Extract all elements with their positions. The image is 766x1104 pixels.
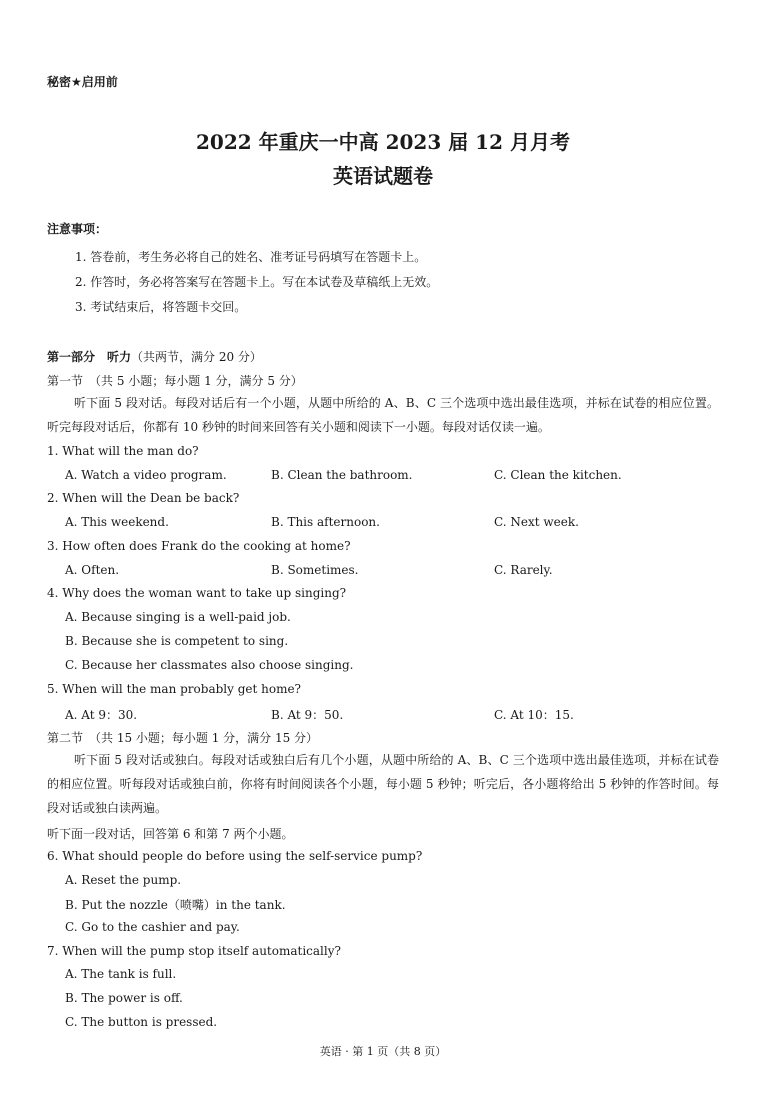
option: C. Clean the kitchen.: [494, 468, 622, 482]
option: B. Because she is competent to sing.: [65, 634, 289, 648]
exam-title: 2022 年重庆一中高 2023 届 12 月月考: [196, 130, 570, 154]
option: A. At 9：30.: [65, 708, 138, 722]
option: B. At 9：50.: [271, 708, 344, 722]
option: C. Next week.: [494, 515, 579, 529]
page-footer: 英语 · 第 1 页（共 8 页）: [319, 1045, 447, 1058]
confidential-label: 秘密★启用前: [47, 75, 118, 89]
option: B. The power is off.: [65, 991, 183, 1005]
part1-title: 第一部分 听力: [47, 350, 132, 364]
note-item: 1. 答卷前，考生务必将自己的姓名、准考证号码填写在答题卡上。: [75, 250, 427, 264]
question-stem: 2. When will the Dean be back?: [47, 491, 240, 505]
question-stem: 3. How often does Frank do the cooking at home?: [47, 539, 351, 553]
section2-title: 第二节 （共 15 小题；每小题 1 分，满分 15 分）: [47, 731, 319, 745]
option: B. Clean the bathroom.: [271, 468, 413, 482]
note-item: 3. 考试结束后，将答题卡交回。: [75, 300, 247, 314]
option: A. Watch a video program.: [65, 468, 227, 482]
option: C. Because her classmates also choose singing.: [65, 658, 354, 672]
option: C. Rarely.: [494, 563, 553, 577]
option: B. This afternoon.: [271, 515, 380, 529]
option: C. Go to the cashier and pay.: [65, 920, 240, 934]
part1-title-note: （共两节，满分 20 分）: [131, 350, 262, 364]
section1-title: 第一节 （共 5 小题；每小题 1 分，满分 5 分）: [47, 374, 303, 388]
question-stem: 5. When will the man probably get home?: [47, 682, 301, 696]
option: C. At 10：15.: [494, 708, 574, 722]
question-stem: 7. When will the pump stop itself automatically?: [47, 944, 341, 958]
option: C. The button is pressed.: [65, 1015, 218, 1029]
section2-instructions: 听下面 5 段对话或独白。每段对话或独白后有几个小题，从题中所给的 A、B、C 三个选项中选出最佳选项，并标在试卷的相应位置。听每段对话或独白前，你将有时间阅读各个小题，每小题 5 秒钟；听完后，各小题将给出 5 秒钟的作答时间。每段对话或独白读两遍。: [47, 753, 719, 815]
option: A. Reset the pump.: [65, 873, 182, 887]
section2-prompt: 听下面一段对话，回答第 6 和第 7 两个小题。: [47, 827, 294, 841]
option: A. The tank is full.: [65, 967, 177, 981]
question-stem: 4. Why does the woman want to take up singing?: [47, 586, 347, 600]
section1-instructions: 听下面 5 段对话。每段对话后有一个小题，从题中所给的 A、B、C 三个选项中选出最佳选项，并标在试卷的相应位置。听完每段对话后，你都有 10 秒钟的时间来回答有关小题和阅读下一小题。每段对话仅读一遍。: [47, 396, 719, 434]
option: A. Because singing is a well-paid job.: [65, 610, 291, 624]
part1-heading: [47, 348, 262, 365]
exam-subtitle: 英语试题卷: [333, 164, 433, 188]
question-stem: 1. What will the man do?: [47, 444, 199, 458]
option: B. Sometimes.: [271, 563, 359, 577]
option: A. Often.: [65, 563, 120, 577]
option: B. Put the nozzle（喷嘴）in the tank.: [65, 898, 286, 912]
notes-heading: 注意事项：: [47, 222, 108, 236]
question-stem: 6. What should people do before using the self-service pump?: [47, 849, 423, 863]
note-item: 2. 作答时，务必将答案写在答题卡上。写在本试卷及草稿纸上无效。: [75, 275, 439, 289]
option: A. This weekend.: [65, 515, 169, 529]
